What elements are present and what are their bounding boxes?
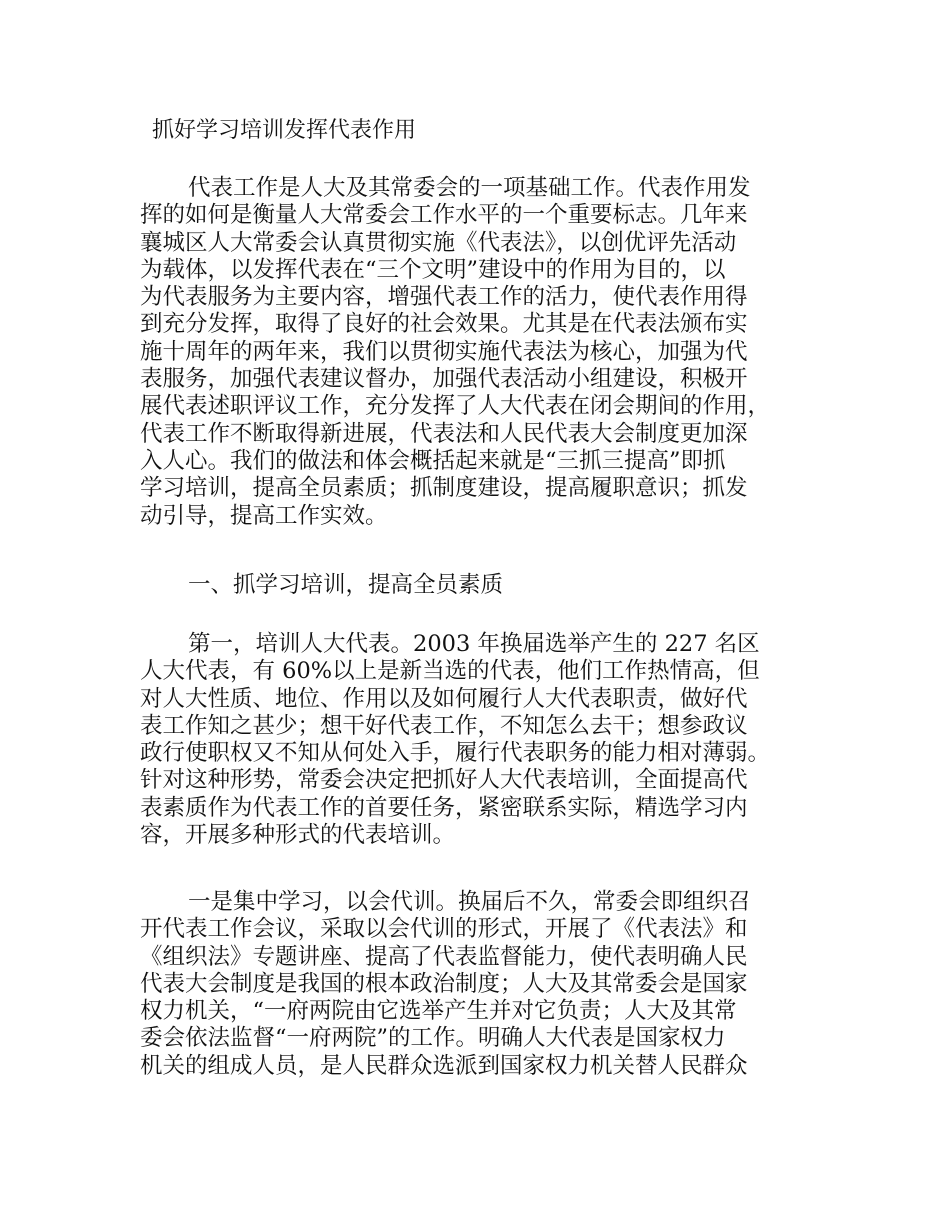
text-line: 入人心。我们的做法和体会概括起来就是“三抓三提高”即抓	[140, 447, 726, 474]
text-line: 权力机关，“一府两院由它选举产生并对它负责；人大及其常	[140, 998, 737, 1025]
text-line: 动引导，提高工作实效。	[140, 502, 388, 529]
text-line: 表素质作为代表工作的首要任务，紧密联系实际，精选学习内	[140, 794, 748, 821]
text-line: 一是集中学习，以会代训。换届后不久，常委会即组织召	[188, 889, 751, 915]
text-line: 代表工作是人大及其常委会的一项基础工作。代表作用发	[188, 175, 751, 201]
paragraph-training	[140, 631, 810, 849]
text-line: 挥的如何是衡量人大常委会工作水平的一个重要标志。几年来	[140, 202, 748, 229]
text-line: 一、抓学习培训，提高全员素质	[188, 572, 504, 598]
text-line: 到充分发挥，取得了良好的社会效果。尤其是在代表法颁布实	[140, 311, 748, 338]
text-line: 政行使职权又不知从何处入手，履行代表职务的能力相对薄弱。	[140, 740, 771, 767]
text-line: 《组织法》专题讲座、提高了代表监督能力，使代表明确人民	[140, 943, 748, 970]
text-line: 容，开展多种形式的代表培训。	[140, 822, 456, 849]
text-line: 展代表述职评议工作，充分发挥了人大代表在闭会期间的作用，	[140, 393, 771, 420]
section-heading	[140, 572, 810, 599]
text-line: 开代表工作会议，采取以会代训的形式，开展了《代表法》和	[140, 916, 748, 943]
text-line: 施十周年的两年来，我们以贯彻实施代表法为核心，加强为代	[140, 338, 748, 365]
text-line: 委会依法监督“一府两院”的工作。明确人大代表是国家权力	[140, 1025, 726, 1052]
text-line: 针对这种形势，常委会决定把抓好人大代表培训，全面提高代	[140, 767, 748, 794]
text-line: 对人大性质、地位、作用以及如何履行人大代表职责，做好代	[140, 685, 748, 712]
document-title: 抓好学习培训发挥代表作用	[152, 118, 417, 143]
text-line: 襄城区人大常委会认真贯彻实施《代表法》，以创优评先活动	[140, 229, 737, 256]
text-line: 人大代表，有 60%以上是新当选的代表，他们工作热情高，但	[140, 658, 760, 685]
text-line: 为代表服务为主要内容，增强代表工作的活力，使代表作用得	[140, 284, 748, 311]
paragraph-intro	[140, 175, 810, 530]
text-line: 机关的组成人员，是人民群众选派到国家权力机关替人民群众	[140, 1052, 748, 1079]
text-line: 第一，培训人大代表。2003 年换届选举产生的 227 名区	[188, 631, 760, 657]
text-line: 为载体，以发挥代表在“三个文明”建设中的作用为目的，以	[140, 256, 726, 283]
text-line: 表工作知之甚少；想干好代表工作，不知怎么去干；想参政议	[140, 712, 748, 739]
text-line: 代表工作不断取得新进展，代表法和人民代表大会制度更加深	[140, 420, 748, 447]
paragraph-centralized-study	[140, 889, 810, 1080]
text-line: 代表大会制度是我国的根本政治制度；人大及其常委会是国家	[140, 970, 748, 997]
text-line: 表服务，加强代表建议督办，加强代表活动小组建设，积极开	[140, 366, 748, 393]
text-line: 学习培训，提高全员素质；抓制度建设，提高履职意识；抓发	[140, 475, 748, 502]
